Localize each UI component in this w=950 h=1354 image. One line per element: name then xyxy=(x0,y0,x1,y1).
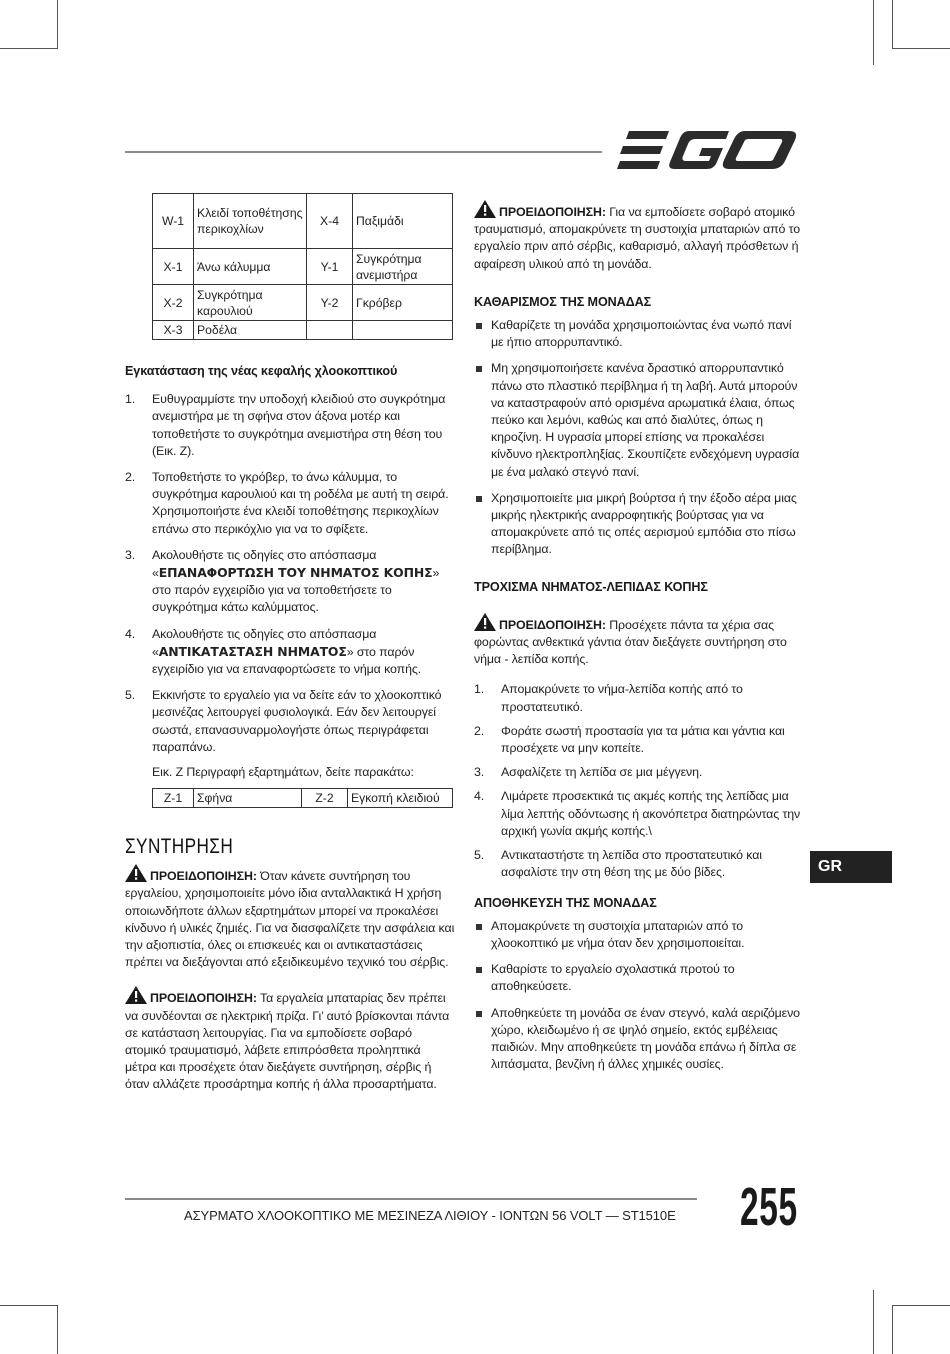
step-text: » στο παρόν εγχειρίδιο για να επαναφορτώσετε το νήμα κοπής. xyxy=(152,644,422,677)
warning-text: Για να εμποδίσετε σοβαρό ατομικό τραυματισμό, απομακρύνετε τη συστοιχία μπαταριών από το εργαλείο πριν από σέρβις, καθαρισμό, αλλαγή πρόσθετων ή αφαίρεση υλικού από τη μονάδα. xyxy=(474,205,801,271)
empty-cell xyxy=(353,321,453,340)
part-name: Γκρόβερ xyxy=(353,285,453,321)
crop-mark xyxy=(0,1305,58,1306)
warning-text: Τα εργαλεία μπαταρίας δεν πρέπει να συνδέονται σε ηλεκτρική πρίζα. Γι’ αυτό βρίσκονται πάντα σε κατάσταση λειτουργίας. Για να εμποδίσετε σοβαρό ατομικό τραυματισμό, λάβετε επιπρόσθετα προληπτικά μέτρα και προσέχετε όταν διεξάγετε συντήρηση, σέρβις ή όταν αλλάζετε προσάρτημα κοπής ή άλλα προσαρτήματα. xyxy=(125,991,450,1092)
warning-label: ΠΡΟΕΙΔΟΠΟΙΗΣΗ: xyxy=(499,617,606,632)
table-row xyxy=(153,194,453,249)
bullet-icon xyxy=(476,496,482,502)
list-item xyxy=(125,687,455,756)
warning-paragraph xyxy=(125,864,455,971)
part-code: Z-1 xyxy=(153,789,194,808)
warning-label: ΠΡΟΕΙΔΟΠΟΙΗΣΗ: xyxy=(150,869,257,884)
list-item xyxy=(125,626,455,679)
list-item xyxy=(474,764,802,781)
part-code: X-2 xyxy=(153,285,194,321)
warning-triangle-icon xyxy=(125,986,147,1004)
figure-caption: Εικ. Z Περιγραφή εξαρτημάτων, δείτε παρακάτω: xyxy=(152,765,414,780)
step-text: Ευθυγραμμίστε την υποδοχή κλειδιού στο συγκρότημα ανεμιστήρα με τη σφήνα στον άξονα μοτέρ και τοποθετήστε το συγκρότημα ανεμιστήρα στη θέση του (Εικ. Z). xyxy=(152,392,446,458)
step-number: 1. xyxy=(125,392,136,407)
header-rule xyxy=(125,151,602,153)
bullet-icon xyxy=(476,924,482,930)
cleaning-heading: ΚΑΘΑΡΙΣΜΟΣ ΤΗΣ ΜΟΝΑΔΑΣ xyxy=(474,294,652,309)
warning-paragraph xyxy=(474,613,802,669)
step-text: Φοράτε σωστή προστασία για τα μάτια και γάντια και προσέχετε να μην κοπείτε. xyxy=(501,723,785,756)
crop-mark xyxy=(873,1290,874,1354)
part-code: X-3 xyxy=(153,321,194,340)
crop-mark xyxy=(0,48,58,49)
list-item xyxy=(474,961,802,995)
crop-mark xyxy=(892,0,893,48)
warning-triangle-icon xyxy=(474,613,496,631)
item-text: Απομακρύνετε τη συστοιχία μπαταριών από το χλοοκοπτικό με νήμα όταν δεν χρησιμοποιείται. xyxy=(491,918,745,950)
part-name: Συγκρότημα καρουλιού xyxy=(194,285,307,321)
storage-list xyxy=(474,918,802,1074)
step-number: 4. xyxy=(474,789,485,804)
empty-cell xyxy=(307,321,353,340)
storage-heading: ΑΠΟΘΗΚΕΥΣΗ ΤΗΣ ΜΟΝΑΔΑΣ xyxy=(474,895,657,910)
step-number: 3. xyxy=(474,765,485,780)
part-code: Y-2 xyxy=(307,285,353,321)
step-text: Ακολουθήστε τις οδηγίες στο απόσπασμα « xyxy=(152,547,377,581)
bullet-icon xyxy=(476,323,482,329)
crop-mark xyxy=(57,0,58,48)
warning-triangle-icon xyxy=(474,200,496,218)
parts-table xyxy=(152,193,453,340)
part-code: Z-2 xyxy=(302,789,348,808)
list-item xyxy=(474,847,802,881)
list-item xyxy=(474,681,802,715)
warning-label: ΠΡΟΕΙΔΟΠΟΙΗΣΗ: xyxy=(499,205,606,219)
step-text: Εκκινήστε το εργαλείο για να δείτε εάν το χλοοκοπτικό μεσινέζας λειτουργεί φυσιολογικά. Εάν δεν λειτουργεί σωστά, επανασυναρμολογήστε όπως περιγράφεται παραπάνω. xyxy=(152,688,442,754)
table-row xyxy=(153,321,453,340)
part-name: Σφήνα xyxy=(194,789,302,808)
step-number: 1. xyxy=(474,682,485,697)
bullet-icon xyxy=(476,1011,482,1017)
part-code: X-1 xyxy=(153,249,194,285)
table-row xyxy=(153,249,453,285)
part-name: Ροδέλα xyxy=(194,321,307,340)
sharpen-steps xyxy=(474,681,802,881)
crop-mark xyxy=(892,48,950,49)
page-number: 255 xyxy=(740,1177,798,1237)
section-reference: ΕΠΑΝΑΦΟΡΤΩΣΗ ΤΟΥ ΝΗΜΑΤΟΣ ΚΟΠΗΣ xyxy=(158,565,433,581)
install-heading: Εγκατάσταση της νέας κεφαλής χλοοκοπτικού xyxy=(125,364,398,378)
part-code: X-4 xyxy=(307,194,353,249)
item-text: Καθαρίζετε τη μονάδα χρησιμοποιώντας ένα νωπό πανί με ήπιο απορρυπαντικό. xyxy=(491,318,792,350)
item-text: Χρησιμοποιείτε μια μικρή βούρτσα ή την έξοδο αέρα μιας μικρής ηλεκτρικής αναρροφητικής βούρτσας για να απομακρύνετε από τις οπές αερισμού εμπόδια στο πίσω περίβλημα. xyxy=(491,490,797,557)
right-column xyxy=(474,200,802,1073)
list-item xyxy=(474,918,802,952)
ego-logo xyxy=(617,131,799,176)
list-item xyxy=(474,1005,802,1074)
install-section xyxy=(125,363,455,781)
language-tab: GR xyxy=(810,851,892,883)
maintenance-section xyxy=(125,835,455,1094)
crop-mark xyxy=(873,0,874,65)
bullet-icon xyxy=(476,366,482,372)
item-text: Καθαρίστε το εργαλείο σχολαστικά προτού το αποθηκεύσετε. xyxy=(491,962,735,994)
crop-mark xyxy=(892,1305,950,1306)
step-text: Λιμάρετε προσεκτικά τις ακμές κοπής της λεπίδας μια λίμα λεπτής οδόντωσης ή ακονόπετρα διατηρώντας την αρχική γωνία ακμής κοπής.\ xyxy=(501,789,801,838)
list-item xyxy=(474,360,802,480)
warning-text: Όταν κάνετε συντήρηση του εργαλείου, χρησιμοποιείτε μόνο ίδια ανταλλακτικά Η χρήση οποιωνδήποτε άλλων εξαρτημάτων μπορεί να προκαλέσει κίνδυνο ή υλικές ζημιές. Για να διασφαλίζετε την ασφάλεια και την αξιοπιστία, όλες οι επισκευές και οι αντικαταστάσεις πρέπει να διεξάγονται από εξειδικευμένο τεχνικό του σέρβις. xyxy=(125,869,455,970)
item-text: Αποθηκεύετε τη μονάδα σε έναν στεγνό, καλά αεριζόμενο χώρο, κλειδωμένο ή σε ψηλό σημείο, εκτός εμβέλειας παιδιών. Μην αποθηκεύετε τη μονάδα επάνω ή δίπλα σε λιπάσματα, βενζίνη ή άλλες χημικές ουσίες. xyxy=(491,1005,800,1072)
warning-paragraph xyxy=(125,986,455,1093)
footer-rule xyxy=(125,1198,697,1200)
cleaning-list xyxy=(474,317,802,559)
step-text: Αντικαταστήστε τη λεπίδα στο προστατευτικό και ασφαλίστε την στη θέση της με δύο βίδες. xyxy=(501,848,762,880)
warning-triangle-icon xyxy=(125,864,147,882)
step-number: 3. xyxy=(125,547,136,562)
step-number: 4. xyxy=(125,626,136,641)
step-number: 2. xyxy=(125,470,136,485)
crop-mark xyxy=(57,1305,58,1354)
step-text: Τοποθετήστε το γκρόβερ, το άνω κάλυμμα, το συγκρότημα καρουλιού και τη ροδέλα με αυτή τη σειρά. Χρησιμοποιήστε ένα κλειδί τοποθέτησης περικοχλίων επάνω στο περικόχλιο για να το σφίξετε. xyxy=(152,470,449,536)
step-text: Ασφαλίζετε τη λεπίδα σε μια μέγγενη. xyxy=(501,765,703,780)
list-item xyxy=(474,490,802,559)
parts-table-wrap xyxy=(152,193,453,340)
list-item xyxy=(474,723,802,757)
footer-title: ΑΣΥΡΜΑΤΟ ΧΛΟΟΚΟΠΤΙΚΟ ΜΕ ΜΕΣΙΝΕΖΑ ΛΙΘΙΟΥ - ΙΟΝΤΩΝ 56 VOLT — ST1510E xyxy=(184,1208,676,1223)
step-text: » στο παρόν εγχειρίδιο για να τοποθετήσετε το συγκρότημα κάτω καλύμματος. xyxy=(152,566,440,615)
part-name: Συγκρότημα ανεμιστήρα xyxy=(353,249,453,285)
list-item xyxy=(125,469,455,538)
warning-paragraph xyxy=(474,200,802,273)
part-code: W-1 xyxy=(153,194,194,249)
step-number: 2. xyxy=(474,723,485,738)
list-item xyxy=(474,788,802,840)
part-name: Παξιμάδι xyxy=(353,194,453,249)
section-reference: ΑΝΤΙΚΑΤΑΣΤΑΣΗ ΝΗΜΑΤΟΣ xyxy=(158,643,347,659)
sharpen-heading: ΤΡΟΧΙΣΜΑ ΝΗΜΑΤΟΣ-ΛΕΠΙΔΑΣ ΚΟΠΗΣ xyxy=(474,579,708,594)
ego-logo-icon xyxy=(617,131,799,171)
table-row xyxy=(153,285,453,321)
table-row xyxy=(153,789,453,808)
maintenance-heading: ΣΥΝΤΗΡΗΣΗ xyxy=(125,835,234,858)
fig-table xyxy=(152,788,453,808)
list-item xyxy=(125,547,455,617)
list-item xyxy=(474,317,802,351)
step-number: 5. xyxy=(125,688,136,703)
warning-text: Προσέχετε πάντα τα χέρια σας φορώντας ανθεκτικά γάντια όταν διεξάγετε συντήρηση στο νήμα - λεπίδα κοπής. xyxy=(474,617,787,667)
list-item xyxy=(125,391,455,460)
bullet-icon xyxy=(476,967,482,973)
part-name: Κλειδί τοποθέτησης περικοχλίων xyxy=(194,194,307,249)
step-text: Απομακρύνετε το νήμα-λεπίδα κοπής από το προστατευτικό. xyxy=(501,682,743,714)
install-steps xyxy=(125,391,455,756)
part-code: Y-1 xyxy=(307,249,353,285)
fig-table-wrap xyxy=(152,788,453,808)
step-number: 5. xyxy=(474,848,485,863)
part-name: Άνω κάλυμμα xyxy=(194,249,307,285)
crop-mark xyxy=(892,1305,893,1354)
item-text: Μη χρησιμοποιήσετε κανένα δραστικό απορρυπαντικό πάνω στο πλαστικό περίβλημα ή τη λαβή. Αυτά μπορούν να καταστραφούν από ορισμένα αρωματικά έλαια, όπως πεύκο και λεμόνι, καθώς και από διαλύτες, όπως η κηροζίνη. Η υγρασία μπορεί επίσης να προκαλέσει κίνδυνο ηλεκτροπληξίας. Σκουπίζετε ενδεχόμενη υγρασία με ένα μαλακό στεγνό πανί. xyxy=(491,361,800,479)
step-text: Ακολουθήστε τις οδηγίες στο απόσπασμα « xyxy=(152,626,377,659)
warning-label: ΠΡΟΕΙΔΟΠΟΙΗΣΗ: xyxy=(150,991,257,1006)
part-name: Εγκοπή κλειδιού xyxy=(348,789,453,808)
